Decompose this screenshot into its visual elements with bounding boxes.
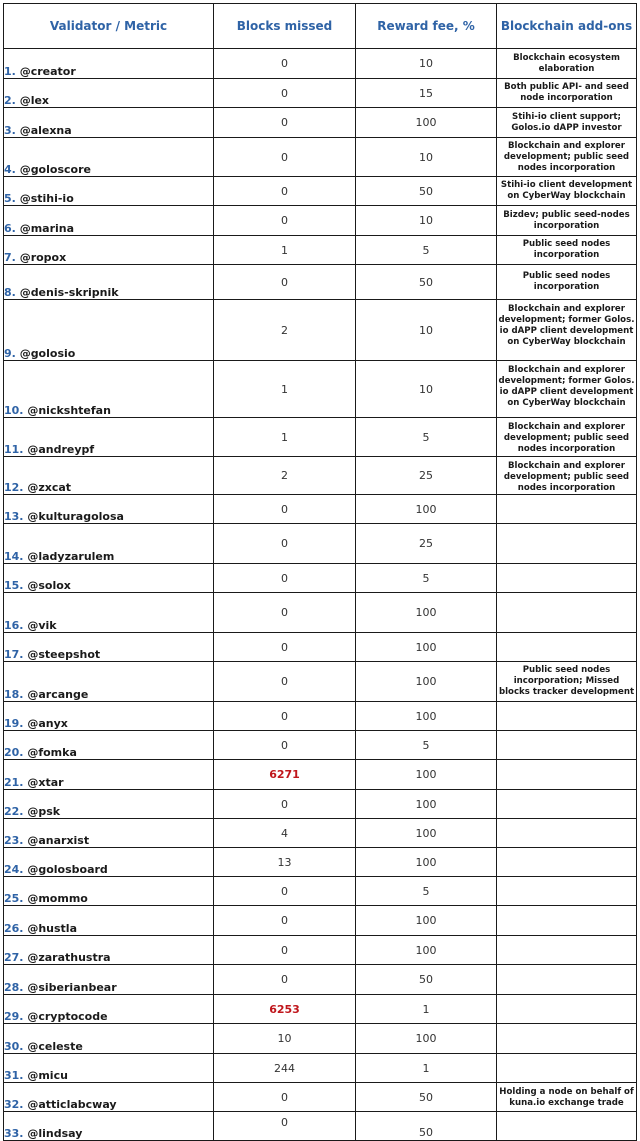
reward-fee-value: 10 xyxy=(356,138,497,177)
blocks-missed-cell xyxy=(214,936,356,965)
blockchain-addon-cell: Blockchain and explorer development; public seed nodes incorporation xyxy=(497,457,637,495)
row-number: 32. xyxy=(4,1098,24,1111)
validator-name: @micu xyxy=(27,1069,68,1082)
validator-name: @steepshot xyxy=(27,648,101,661)
header-validator: Validator / Metric xyxy=(4,4,214,49)
blocks-missed-cell xyxy=(214,495,356,524)
table-row xyxy=(4,633,637,662)
blocks-missed-value: 6253 xyxy=(269,1002,300,1016)
validator-cell xyxy=(4,1024,214,1054)
row-number: 2. xyxy=(4,94,16,107)
table-row xyxy=(4,731,637,760)
table-row xyxy=(4,265,637,300)
blocks-missed-cell xyxy=(214,1112,356,1141)
table-row xyxy=(4,236,637,265)
blocks-missed-cell xyxy=(214,300,356,361)
row-number: 21. xyxy=(4,776,24,789)
blocks-missed-cell xyxy=(214,760,356,790)
validator-cell xyxy=(4,819,214,848)
row-number: 26. xyxy=(4,922,24,935)
blocks-missed-value: 13 xyxy=(277,855,292,869)
validator-cell xyxy=(4,633,214,662)
validator-name: @cryptocode xyxy=(27,1010,108,1023)
validator-cell xyxy=(4,1112,214,1141)
row-number: 28. xyxy=(4,981,24,994)
table-row xyxy=(4,790,637,819)
reward-fee-value: 10 xyxy=(356,361,497,418)
row-number: 23. xyxy=(4,834,24,847)
validator-name: @mommo xyxy=(27,892,88,905)
blocks-missed-cell xyxy=(214,49,356,79)
reward-fee-value: 100 xyxy=(356,108,497,138)
row-number: 33. xyxy=(4,1127,24,1140)
blockchain-addon-cell: Blockchain and explorer development; former Golos. io dAPP client development on CyberWay blockchain xyxy=(497,300,637,361)
validator-cell xyxy=(4,138,214,177)
blocks-missed-cell xyxy=(214,361,356,418)
blocks-missed-value: 0 xyxy=(281,738,288,752)
row-number: 1. xyxy=(4,65,16,78)
blocks-missed-value: 0 xyxy=(281,973,288,986)
blocks-missed-value: 0 xyxy=(281,502,288,516)
row-number: 7. xyxy=(4,251,16,264)
blocks-missed-cell xyxy=(214,790,356,819)
header-reward-fee: Reward fee, % xyxy=(356,4,497,49)
blockchain-addon-cell xyxy=(497,702,637,731)
validator-name: @ladyzarulem xyxy=(27,550,115,563)
row-number: 25. xyxy=(4,892,24,905)
table-row xyxy=(4,819,637,848)
blockchain-addon-cell: Blockchain and explorer development; former Golos. io dAPP client development on CyberWay blockchain xyxy=(497,361,637,418)
validator-cell xyxy=(4,79,214,108)
validator-name: @fomka xyxy=(27,746,77,759)
validator-name: @stihi-io xyxy=(19,192,74,205)
validator-name: @zarathustra xyxy=(27,951,111,964)
blockchain-addon-cell xyxy=(497,564,637,593)
blocks-missed-cell xyxy=(214,906,356,936)
validator-name: @kulturagolosa xyxy=(27,510,124,523)
validator-cell xyxy=(4,177,214,206)
blocks-missed-cell xyxy=(214,457,356,495)
blockchain-addon-cell xyxy=(497,593,637,633)
validator-cell xyxy=(4,965,214,995)
validator-name: @siberianbear xyxy=(27,981,117,994)
validator-cell xyxy=(4,236,214,265)
blocks-missed-value: 0 xyxy=(281,1116,288,1129)
row-number: 27. xyxy=(4,951,24,964)
validator-name: @denis-skripnik xyxy=(19,286,119,299)
blocks-missed-value: 0 xyxy=(281,150,288,164)
blocks-missed-value: 0 xyxy=(281,275,288,289)
validator-cell xyxy=(4,760,214,790)
blockchain-addon-cell xyxy=(497,1024,637,1054)
validator-name: @creator xyxy=(19,65,76,78)
blocks-missed-value: 2 xyxy=(281,323,288,337)
blockchain-addon-cell xyxy=(497,906,637,936)
row-number: 6. xyxy=(4,222,16,235)
validator-cell xyxy=(4,524,214,564)
validator-name: @atticlabcway xyxy=(27,1098,117,1111)
validator-name: @hustla xyxy=(27,922,78,935)
validator-name: @lex xyxy=(19,94,50,107)
blocks-missed-cell xyxy=(214,731,356,760)
validator-cell xyxy=(4,108,214,138)
blocks-missed-cell xyxy=(214,965,356,995)
validator-cell xyxy=(4,790,214,819)
blocks-missed-cell xyxy=(214,1054,356,1083)
row-number: 15. xyxy=(4,579,24,592)
reward-fee-value: 50 xyxy=(356,1083,497,1112)
reward-fee-value: 25 xyxy=(356,457,497,495)
blockchain-addon-cell: Public seed nodes incorporation; Missed blocks tracker development xyxy=(497,662,637,702)
table-row xyxy=(4,361,637,418)
blockchain-addon-cell: Blockchain and explorer development; public seed nodes incorporation xyxy=(497,418,637,457)
blockchain-addon-cell: Public seed nodes incorporation xyxy=(497,265,637,300)
validator-name: @nickshtefan xyxy=(27,404,111,417)
reward-fee-value: 1 xyxy=(356,995,497,1024)
validator-cell xyxy=(4,495,214,524)
blocks-missed-cell xyxy=(214,177,356,206)
reward-fee-value: 10 xyxy=(356,300,497,361)
blocks-missed-cell xyxy=(214,236,356,265)
blockchain-addon-cell: Both public API- and seed node incorporation xyxy=(497,79,637,108)
reward-fee-value: 25 xyxy=(356,524,497,564)
reward-fee-value: 100 xyxy=(356,790,497,819)
reward-fee-value: 1 xyxy=(356,1054,497,1083)
validator-cell xyxy=(4,1083,214,1112)
row-number: 30. xyxy=(4,1040,24,1053)
blocks-missed-value: 0 xyxy=(281,675,288,688)
table-row xyxy=(4,206,637,236)
table-row xyxy=(4,995,637,1024)
blocks-missed-value: 4 xyxy=(281,826,288,840)
row-number: 13. xyxy=(4,510,24,523)
table-row xyxy=(4,760,637,790)
blocks-missed-cell xyxy=(214,819,356,848)
table-row xyxy=(4,108,637,138)
row-number: 10. xyxy=(4,404,24,417)
validator-name: @golosboard xyxy=(27,863,108,876)
header-blockchain-addons: Blockchain add-ons xyxy=(497,4,637,49)
table-row xyxy=(4,965,637,995)
validator-cell xyxy=(4,564,214,593)
validator-name: @solox xyxy=(27,579,71,592)
blocks-missed-cell xyxy=(214,138,356,177)
row-number: 18. xyxy=(4,688,24,701)
blocks-missed-cell xyxy=(214,702,356,731)
table-row xyxy=(4,1054,637,1083)
table-row xyxy=(4,848,637,877)
blocks-missed-value: 0 xyxy=(281,914,288,927)
validator-cell xyxy=(4,936,214,965)
row-number: 29. xyxy=(4,1010,24,1023)
validator-name: @andreypf xyxy=(27,443,95,456)
table-row xyxy=(4,495,637,524)
table-row xyxy=(4,49,637,79)
blockchain-addon-cell xyxy=(497,995,637,1024)
row-number: 17. xyxy=(4,648,24,661)
blockchain-addon-cell xyxy=(497,877,637,906)
validator-name: @anyx xyxy=(27,717,68,730)
blocks-missed-value: 0 xyxy=(281,797,288,811)
reward-fee-value: 50 xyxy=(356,177,497,206)
blockchain-addon-cell xyxy=(497,524,637,564)
table-row xyxy=(4,877,637,906)
row-number: 14. xyxy=(4,550,24,563)
validator-cell xyxy=(4,1054,214,1083)
validator-cell xyxy=(4,662,214,702)
reward-fee-value: 50 xyxy=(356,1112,497,1141)
blockchain-addon-cell: Stihi-io client support; Golos.io dAPP investor xyxy=(497,108,637,138)
blocks-missed-value: 6271 xyxy=(269,768,300,781)
blocks-missed-cell xyxy=(214,524,356,564)
row-number: 4. xyxy=(4,163,16,176)
blocks-missed-value: 0 xyxy=(281,537,288,550)
row-number: 12. xyxy=(4,481,24,494)
reward-fee-value: 100 xyxy=(356,662,497,702)
validator-name: @arcange xyxy=(27,688,89,701)
table-row xyxy=(4,524,637,564)
blocks-missed-cell xyxy=(214,79,356,108)
blocks-missed-value: 0 xyxy=(281,571,288,585)
blocks-missed-value: 0 xyxy=(281,709,288,723)
table-row xyxy=(4,936,637,965)
row-number: 19. xyxy=(4,717,24,730)
blocks-missed-value: 1 xyxy=(281,430,288,444)
blocks-missed-cell xyxy=(214,877,356,906)
header-blocks-missed: Blocks missed xyxy=(214,4,356,49)
reward-fee-value: 5 xyxy=(356,564,497,593)
validator-cell xyxy=(4,877,214,906)
validator-name: @golosio xyxy=(19,347,76,360)
blocks-missed-value: 244 xyxy=(274,1061,295,1075)
reward-fee-value: 50 xyxy=(356,965,497,995)
reward-fee-value: 10 xyxy=(356,206,497,236)
row-number: 16. xyxy=(4,619,24,632)
blockchain-addon-cell: Blockchain and explorer development; public seed nodes incorporation xyxy=(497,138,637,177)
row-number: 11. xyxy=(4,443,24,456)
validator-cell xyxy=(4,457,214,495)
blocks-missed-cell xyxy=(214,662,356,702)
reward-fee-value: 100 xyxy=(356,760,497,790)
blockchain-addon-cell: Holding a node on behalf of kuna.io exchange trade xyxy=(497,1083,637,1112)
reward-fee-value: 10 xyxy=(356,49,497,79)
blockchain-addon-cell xyxy=(497,731,637,760)
validator-name: @goloscore xyxy=(19,163,91,176)
table-row xyxy=(4,702,637,731)
blockchain-addon-cell: Stihi-io client development on CyberWay blockchain xyxy=(497,177,637,206)
blocks-missed-cell xyxy=(214,1083,356,1112)
validator-cell xyxy=(4,206,214,236)
row-number: 3. xyxy=(4,124,16,137)
table-row xyxy=(4,138,637,177)
blocks-missed-cell xyxy=(214,108,356,138)
blocks-missed-value: 0 xyxy=(281,214,288,227)
blockchain-addon-cell xyxy=(497,819,637,848)
blocks-missed-value: 0 xyxy=(281,184,288,198)
blocks-missed-cell xyxy=(214,1024,356,1054)
blockchain-addon-cell xyxy=(497,936,637,965)
table-row xyxy=(4,79,637,108)
blocks-missed-cell xyxy=(214,418,356,457)
table-row xyxy=(4,300,637,361)
table-row xyxy=(4,564,637,593)
table-row xyxy=(4,1112,637,1141)
validator-cell xyxy=(4,265,214,300)
header-row xyxy=(4,4,637,49)
validator-name: @zxcat xyxy=(27,481,72,494)
validator-name: @vik xyxy=(27,619,57,632)
reward-fee-value: 100 xyxy=(356,848,497,877)
blocks-missed-cell xyxy=(214,995,356,1024)
validator-cell xyxy=(4,593,214,633)
blocks-missed-value: 0 xyxy=(281,943,288,957)
reward-fee-value: 100 xyxy=(356,819,497,848)
blocks-missed-cell xyxy=(214,848,356,877)
blockchain-addon-cell: Blockchain ecosystem elaboration xyxy=(497,49,637,79)
blocks-missed-value: 0 xyxy=(281,606,288,619)
blocks-missed-value: 0 xyxy=(281,116,288,129)
reward-fee-value: 100 xyxy=(356,1024,497,1054)
reward-fee-value: 100 xyxy=(356,906,497,936)
blockchain-addon-cell xyxy=(497,965,637,995)
validator-cell xyxy=(4,361,214,418)
blocks-missed-value: 0 xyxy=(281,640,288,654)
blocks-missed-value: 0 xyxy=(281,57,288,70)
reward-fee-value: 100 xyxy=(356,936,497,965)
reward-fee-value: 100 xyxy=(356,633,497,662)
validator-name: @celeste xyxy=(27,1040,83,1053)
validator-cell xyxy=(4,702,214,731)
blockchain-addon-cell xyxy=(497,1112,637,1141)
blocks-missed-value: 10 xyxy=(277,1032,292,1045)
row-number: 5. xyxy=(4,192,16,205)
table-row xyxy=(4,906,637,936)
reward-fee-value: 5 xyxy=(356,731,497,760)
blocks-missed-cell xyxy=(214,633,356,662)
reward-fee-value: 100 xyxy=(356,702,497,731)
blocks-missed-cell xyxy=(214,564,356,593)
reward-fee-value: 5 xyxy=(356,236,497,265)
validator-name: @ropox xyxy=(19,251,67,264)
blocks-missed-value: 0 xyxy=(281,884,288,898)
blocks-missed-value: 0 xyxy=(281,86,288,100)
blockchain-addon-cell xyxy=(497,760,637,790)
validator-name: @anarxist xyxy=(27,834,90,847)
table-row xyxy=(4,418,637,457)
row-number: 20. xyxy=(4,746,24,759)
blocks-missed-value: 1 xyxy=(281,382,288,396)
validators-table xyxy=(3,3,637,1141)
blockchain-addon-cell xyxy=(497,790,637,819)
table-row xyxy=(4,177,637,206)
reward-fee-value: 5 xyxy=(356,418,497,457)
row-number: 31. xyxy=(4,1069,24,1082)
validator-name: @psk xyxy=(27,805,61,818)
blockchain-addon-cell: Public seed nodes incorporation xyxy=(497,236,637,265)
validator-cell xyxy=(4,300,214,361)
blocks-missed-value: 1 xyxy=(281,243,288,257)
validator-name: @marina xyxy=(19,222,75,235)
reward-fee-value: 100 xyxy=(356,495,497,524)
row-number: 8. xyxy=(4,286,16,299)
row-number: 22. xyxy=(4,805,24,818)
blocks-missed-value: 0 xyxy=(281,1090,288,1104)
reward-fee-value: 50 xyxy=(356,265,497,300)
reward-fee-value: 5 xyxy=(356,877,497,906)
blocks-missed-cell xyxy=(214,265,356,300)
validator-name: @xtar xyxy=(27,776,64,789)
validator-cell xyxy=(4,49,214,79)
table-row xyxy=(4,1024,637,1054)
blocks-missed-cell xyxy=(214,593,356,633)
blocks-missed-cell xyxy=(214,206,356,236)
blockchain-addon-cell xyxy=(497,633,637,662)
blockchain-addon-cell xyxy=(497,1054,637,1083)
validator-name: @alexna xyxy=(19,124,72,137)
validator-cell xyxy=(4,995,214,1024)
validator-cell xyxy=(4,418,214,457)
table-row xyxy=(4,662,637,702)
reward-fee-value: 15 xyxy=(356,79,497,108)
blockchain-addon-cell: Bizdev; public seed-nodes incorporation xyxy=(497,206,637,236)
blocks-missed-value: 2 xyxy=(281,469,288,482)
validator-name: @lindsay xyxy=(27,1127,83,1140)
row-number: 9. xyxy=(4,347,16,360)
table-row xyxy=(4,457,637,495)
validator-cell xyxy=(4,906,214,936)
table-body xyxy=(4,49,637,1141)
row-number: 24. xyxy=(4,863,24,876)
blockchain-addon-cell xyxy=(497,495,637,524)
reward-fee-value: 100 xyxy=(356,593,497,633)
blockchain-addon-cell xyxy=(497,848,637,877)
validator-cell xyxy=(4,731,214,760)
validator-cell xyxy=(4,848,214,877)
table-row xyxy=(4,1083,637,1112)
table-row xyxy=(4,593,637,633)
